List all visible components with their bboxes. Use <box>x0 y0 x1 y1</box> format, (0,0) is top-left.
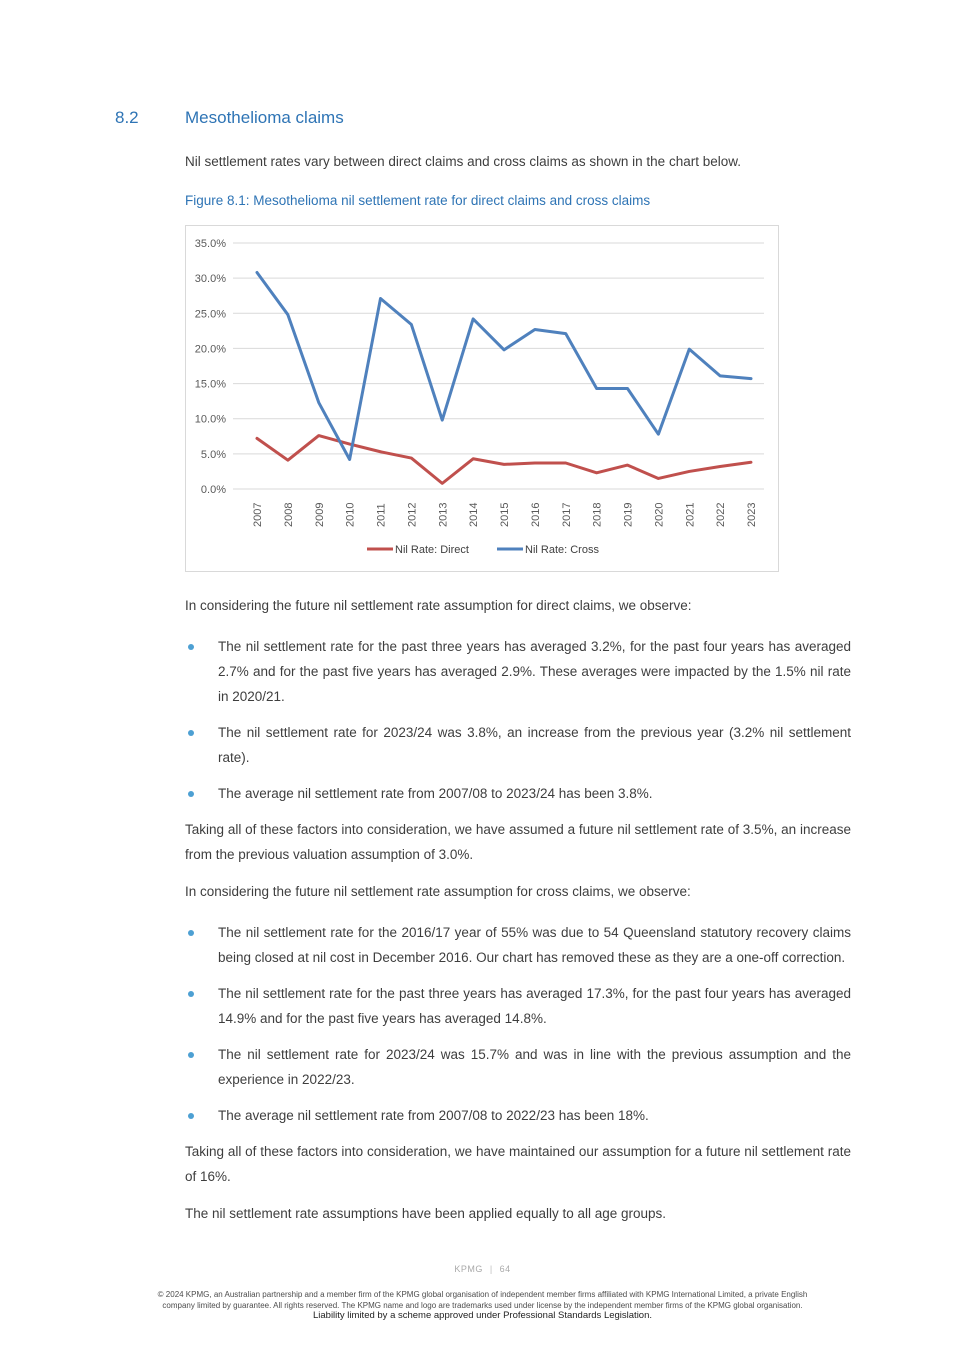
x-axis-tick-label: 2020 <box>653 502 666 527</box>
bullet-text: The nil settlement rate for the 2016/17 year of 55% was due to 54 Queensland statutory recovery claims being closed at nil cost in December 2016. Our chart has removed these as they are a one-off correction. <box>218 925 851 965</box>
bullet-item <box>185 1103 851 1128</box>
x-axis-tick-label: 2009 <box>313 502 326 527</box>
x-axis-tick-label: 2013 <box>437 502 450 527</box>
figure-caption: Figure 8.1: Mesothelioma nil settlement rate for direct claims and cross claims <box>185 193 651 208</box>
bullet-text: The nil settlement rate for the past three years has averaged 17.3%, for the past four years has averaged 14.9% and for the past five years has averaged 14.8%. <box>218 986 851 1026</box>
cross-conclusion-paragraph: Taking all of these factors into consideration, we have maintained our assumption for a future nil settlement rate of 16%. <box>185 1144 851 1184</box>
x-axis-tick-label: 2023 <box>746 502 758 527</box>
bullet-text: The average nil settlement rate from 2007/08 to 2023/24 has been 3.8%. <box>218 786 653 801</box>
legend-label-nil-rate-direct: Nil Rate: Direct <box>395 544 469 556</box>
intro-paragraph: Nil settlement rates vary between direct claims and cross claims as shown in the chart below. <box>185 154 741 169</box>
cross-bullet-list <box>185 920 851 1128</box>
x-axis-tick-label: 2021 <box>684 502 697 527</box>
footer-page-number <box>0 1264 965 1274</box>
legend-label-nil-rate-cross: Nil Rate: Cross <box>525 544 599 556</box>
nil-rate-line-chart <box>186 226 778 571</box>
copyright-line: © 2024 KPMG, an Australian partnership and a member firm of the KPMG global organisation of independent member firms affiliated with KPMG International Limited, a private English <box>157 1290 808 1299</box>
bullet-item <box>185 981 851 1031</box>
x-axis-tick-label: 2008 <box>282 502 295 527</box>
x-axis-tick-label: 2016 <box>529 502 542 527</box>
x-axis-tick-label: 2010 <box>344 502 357 527</box>
x-axis-tick-label: 2018 <box>591 502 604 527</box>
bullet-item <box>185 920 851 970</box>
bullet-item <box>185 1042 851 1092</box>
x-axis-tick-label: 2022 <box>715 502 728 527</box>
footer-page: 64 <box>499 1264 511 1274</box>
bullet-item <box>185 720 851 770</box>
footer-brand: KPMG <box>454 1264 483 1274</box>
y-axis-tick-label: 15.0% <box>194 378 226 391</box>
x-axis-tick-label: 2012 <box>406 502 419 527</box>
x-axis-tick-label: 2019 <box>622 502 635 527</box>
x-axis-tick-label: 2007 <box>252 502 264 527</box>
closing-paragraph: The nil settlement rate assumptions have been applied equally to all age groups. <box>185 1206 667 1221</box>
bullet-text: The nil settlement rate for the past three years has averaged 3.2%, for the past four years has averaged 2.7% and for the past five years has averaged 2.9%. These averages were impacted by the 1.5% nil rate in 2020/21. <box>218 639 851 704</box>
direct-observe-paragraph: In considering the future nil settlement rate assumption for direct claims, we observe: <box>185 598 692 613</box>
y-axis-tick-label: 10.0% <box>194 413 226 426</box>
bullet-text: The average nil settlement rate from 2007/08 to 2022/23 has been 18%. <box>218 1108 649 1123</box>
page-content <box>115 108 851 1238</box>
cross-observe-paragraph: In considering the future nil settlement rate assumption for cross claims, we observe: <box>185 884 691 899</box>
y-axis-tick-label: 0.0% <box>200 484 226 496</box>
bullet-item <box>185 781 851 806</box>
x-axis-tick-label: 2017 <box>560 502 573 527</box>
section-number: 8.2 <box>115 108 139 127</box>
y-axis-tick-label: 20.0% <box>194 343 226 356</box>
bullet-text: The nil settlement rate for 2023/24 was 3.8%, an increase from the previous year (3.2% nil settlement rate). <box>218 725 851 765</box>
direct-conclusion-paragraph: Taking all of these factors into consideration, we have assumed a future nil settlement rate of 3.5%, an increase from the previous valuation assumption of 3.0%. <box>185 822 851 862</box>
x-axis-tick-label: 2015 <box>499 502 511 527</box>
y-axis-tick-label: 5.0% <box>200 448 226 461</box>
y-axis-tick-label: 30.0% <box>194 273 226 286</box>
series-line-nil-rate-cross <box>257 273 751 460</box>
bullet-text: The nil settlement rate for 2023/24 was 15.7% and was in line with the previous assumption and the experience in 2022/23. <box>218 1047 851 1087</box>
footer-separator: | <box>489 1264 493 1274</box>
y-axis-tick-label: 25.0% <box>194 308 226 321</box>
x-axis-tick-label: 2011 <box>375 503 388 527</box>
x-axis-tick-label: 2014 <box>468 502 481 527</box>
figure-8-1-chart <box>185 225 779 572</box>
section-title: Mesothelioma claims <box>185 108 344 127</box>
footer-copyright <box>0 1289 965 1311</box>
series-line-nil-rate-direct <box>257 436 751 484</box>
footer-liability-note: Liability limited by a scheme approved under Professional Standards Legislation. <box>312 1310 653 1321</box>
y-axis-tick-label: 35.0% <box>194 238 226 250</box>
direct-bullet-list <box>185 634 851 806</box>
section-heading <box>115 108 851 128</box>
copyright-line: company limited by guarantee. All rights reserved. The KPMG name and logo are trademarks used under license by the independent member firms of the KPMG global organisation. <box>162 1301 803 1310</box>
bullet-item <box>185 634 851 709</box>
